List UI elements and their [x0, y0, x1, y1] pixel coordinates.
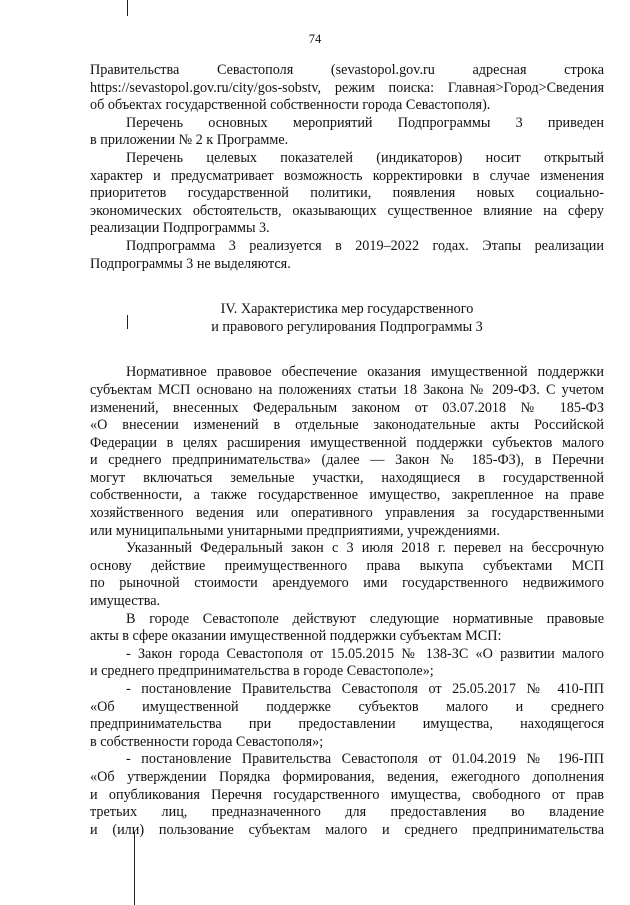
text-line: и опубликования Перечня государственного имущества, свободного от прав [90, 786, 604, 803]
text-line: Федерации в целях расширения имущественной поддержки субъектов малого [90, 434, 604, 451]
text-line: - постановление Правительства Севастополя от 01.04.2019 № 196-ПП [126, 751, 604, 768]
text-line: Правительства Севастополя (sevastopol.gov.ru адресная строка [90, 62, 604, 78]
text-line: - Закон города Севастополя от 15.05.2015 № 138-ЗС «О развитии малого [126, 645, 604, 662]
text-line: Перечень целевых показателей (индикаторов) носит открытый [126, 149, 604, 166]
text-line: субъектам МСП основано на положениях статьи 18 Закона № 209-ФЗ. С учетом [90, 381, 604, 398]
text-line: реализации Подпрограммы 3. [90, 220, 270, 237]
text-line: и среднего предпринимательства в городе Севастополе»; [90, 663, 434, 680]
text-line: предпринимательства при предоставлении имущества, находящегося [90, 716, 604, 733]
text-line: Перечень основных мероприятий Подпрограммы 3 приведен [126, 114, 604, 131]
text-line: акты в сфере оказании имущественной поддержки субъектам МСП: [90, 628, 502, 645]
text-line: могут включаться земельные участки, находящиеся в государственной [90, 469, 604, 486]
text-line: или муниципальными унитарными предприятиями, учреждениями. [90, 522, 500, 539]
paragraph-intro [90, 62, 604, 115]
list-item [90, 646, 604, 681]
scan-artifact-line [134, 832, 135, 905]
text-line: хозяйственного ведения или оперативного управления за государственными [90, 505, 604, 522]
text-line: в приложении № 2 к Программе. [90, 132, 289, 149]
paragraph-indicators [90, 150, 604, 238]
text-line: собственности, а также государственное имущество, закрепленное на праве [90, 487, 604, 504]
text-line: «О внесении изменений в отдельные законодательные акты Российской [90, 417, 604, 434]
text-line: об объектах государственной собственности города Севастополя). [90, 97, 491, 114]
text-line: Нормативное правовое обеспечение оказания имущественной поддержки [126, 364, 604, 381]
text-line: по рыночной стоимости арендуемого ими государственного недвижимого [90, 575, 604, 592]
text-line: изменений, внесенных Федеральным законом от 03.07.2018 № 185-ФЗ [90, 399, 604, 416]
text-line: и (или) пользование субъектам малого и среднего предпринимательства [90, 821, 604, 838]
paragraph-normative [90, 364, 604, 540]
text-line: третьих лиц, предназначенного для предоставления во владение [90, 804, 604, 821]
list-item [90, 681, 604, 751]
text-line: и среднего предпринимательства» (далее — Закон № 185-ФЗ), в Перечни [90, 452, 604, 469]
text-line: характер и предусматривает возможность корректировки в случае изменения [90, 167, 604, 184]
scan-artifact-line [127, 0, 128, 16]
text-line: «Об имущественной поддержке субъектов малого и среднего [90, 698, 604, 715]
text-line: в собственности города Севастополя»; [90, 733, 324, 750]
paragraph-period [90, 238, 604, 273]
text-line: - постановление Правительства Севастополя от 25.05.2017 № 410-ПП [126, 681, 604, 697]
text-line: Подпрограммы 3 не выделяются. [90, 255, 291, 272]
section-heading [90, 301, 604, 336]
paragraph-federal-law [90, 540, 604, 610]
text-line: основу действие преимущественного права выкупа субъектами МСП [90, 557, 604, 574]
page-number: 74 [308, 32, 322, 46]
text-line: Указанный Федеральный закон с 3 июля 2018 г. перевел на бессрочную [126, 540, 604, 557]
text-line: Подпрограмма 3 реализуется в 2019–2022 годах. Этапы реализации [126, 237, 604, 254]
section-heading-line-1: IV. Характеристика мер государственного [220, 301, 474, 318]
text-line: экономических обстоятельств, оказывающих существенное влияние на сферу [90, 202, 604, 219]
list-item [90, 751, 604, 839]
text-line: приоритетов государственной политики, появления новых социально- [90, 185, 604, 202]
text-line: В городе Севастополе действуют следующие нормативные правовые [126, 610, 604, 627]
text-line: имущества. [90, 593, 161, 610]
section-heading-line-2: и правового регулирования Подпрограммы 3 [211, 318, 483, 335]
paragraph-acts [90, 611, 604, 646]
text-line: https://sevastopol.gov.ru/city/gos-sobstv, режим поиска: Главная>Город>Сведения [90, 79, 604, 96]
paragraph-activities-list [90, 115, 604, 150]
document-body [90, 62, 604, 839]
text-line: «Об утверждении Порядка формирования, ведения, ежегодного дополнения [90, 768, 604, 785]
